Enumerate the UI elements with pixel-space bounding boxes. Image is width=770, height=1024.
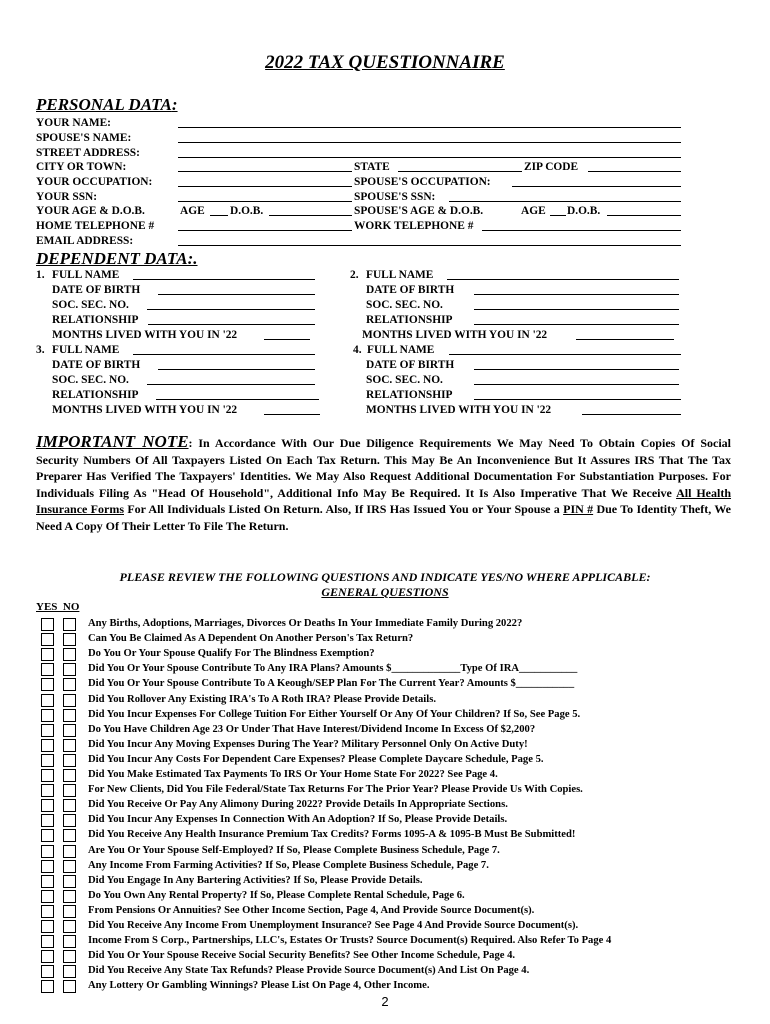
state-field[interactable] <box>398 171 522 172</box>
no-checkbox[interactable] <box>63 965 76 978</box>
no-checkbox[interactable] <box>63 890 76 903</box>
dependent-4-name-label: FULL NAME <box>367 344 435 356</box>
dependent-2-dob-label: DATE OF BIRTH <box>366 284 455 296</box>
yes-checkbox[interactable] <box>41 618 54 631</box>
no-checkbox[interactable] <box>63 799 76 812</box>
dependent-4-dob-label: DATE OF BIRTH <box>366 359 455 371</box>
question-text: Did You Incur Expenses For College Tuition For Either Yourself Or Any Of Your Children? If So, See Page 5. <box>88 708 581 720</box>
question-text: Did You Rollover Any Existing IRA's To A Roth IRA? Please Provide Details. <box>88 693 436 705</box>
spouse-name-label: SPOUSE'S NAME: <box>36 132 132 144</box>
dependent-3-dob-field[interactable] <box>158 369 315 370</box>
question-text: Can You Be Claimed As A Dependent On Another Person's Tax Return? <box>88 633 414 645</box>
yes-checkbox[interactable] <box>41 965 54 978</box>
yes-checkbox[interactable] <box>41 694 54 707</box>
question-text: From Pensions Or Annuities? See Other Income Section, Page 4, And Provide Source Document(s). <box>88 904 535 916</box>
no-checkbox[interactable] <box>63 950 76 963</box>
dependent-3-name-field[interactable] <box>133 354 315 355</box>
dependent-1-name-label: FULL NAME <box>52 269 120 281</box>
yes-checkbox[interactable] <box>41 935 54 948</box>
no-checkbox[interactable] <box>63 648 76 661</box>
work-tel-label: WORK TELEPHONE # <box>354 220 474 232</box>
dependent-3-relationship-label: RELATIONSHIP <box>52 389 139 401</box>
your-name-field[interactable] <box>178 127 681 128</box>
no-checkbox[interactable] <box>63 784 76 797</box>
spouse-age-dob-label: SPOUSE'S AGE & D.O.B. <box>354 205 484 217</box>
age-field[interactable] <box>210 215 228 216</box>
dependent-4-months-label: MONTHS LIVED WITH YOU IN '22 <box>366 404 552 416</box>
no-checkbox[interactable] <box>63 905 76 918</box>
health-insurance-forms-emphasis: All Health Insurance Forms <box>36 485 732 516</box>
dependent-1-relationship-field[interactable] <box>148 324 315 325</box>
dependent-1-number: 1. <box>36 269 45 281</box>
no-checkbox[interactable] <box>63 709 76 722</box>
dependent-1-relationship-label: RELATIONSHIP <box>52 314 139 326</box>
important-note-text-2: For All Individuals Listed On Return. Also, If IRS Has Issued You or Your Spouse a <box>124 502 564 516</box>
question-text: Did You Engage In Any Bartering Activities? If So, Please Provide Details. <box>88 874 423 886</box>
dependent-2-months-field[interactable] <box>576 339 674 340</box>
no-checkbox[interactable] <box>63 845 76 858</box>
question-text: Did You Incur Any Moving Expenses During The Year? Military Personnel Only On Active Duty! <box>88 738 528 750</box>
page-title: 2022 TAX QUESTIONNAIRE <box>265 52 505 73</box>
spouse-age-label: AGE <box>521 205 546 217</box>
email-field[interactable] <box>178 245 681 246</box>
ssn-label: YOUR SSN: <box>36 191 98 203</box>
city-field[interactable] <box>178 171 352 172</box>
state-label: STATE <box>354 161 390 173</box>
dependent-4-number: 4. <box>353 344 362 356</box>
dependent-3-name-label: FULL NAME <box>52 344 120 356</box>
yes-checkbox[interactable] <box>41 920 54 933</box>
spouse-occupation-field[interactable] <box>512 186 681 187</box>
dependent-data-heading: DEPENDENT DATA:. <box>36 249 198 268</box>
question-text: Did You Or Your Spouse Contribute To A Keough/SEP Plan For The Current Year? Amounts $___________ <box>88 678 575 690</box>
dob-field[interactable] <box>269 215 352 216</box>
street-label: STREET ADDRESS: <box>36 147 140 159</box>
dependent-4-months-field[interactable] <box>582 414 681 415</box>
dependent-3-months-field[interactable] <box>264 414 320 415</box>
yes-checkbox[interactable] <box>41 890 54 903</box>
no-checkbox[interactable] <box>63 739 76 752</box>
spouse-dob-label: D.O.B. <box>567 205 601 217</box>
spouse-occupation-label: SPOUSE'S OCCUPATION: <box>354 176 491 188</box>
question-text: Are You Or Your Spouse Self-Employed? If So, Please Complete Business Schedule, Page 7. <box>88 844 500 856</box>
dependent-4-relationship-label: RELATIONSHIP <box>366 389 453 401</box>
email-label: EMAIL ADDRESS: <box>36 235 134 247</box>
no-checkbox[interactable] <box>63 980 76 993</box>
no-checkbox[interactable] <box>63 678 76 691</box>
occupation-field[interactable] <box>178 186 352 187</box>
yes-checkbox[interactable] <box>41 875 54 888</box>
dependent-1-dob-label: DATE OF BIRTH <box>52 284 141 296</box>
question-text: Did You Make Estimated Tax Payments To IRS Or Your Home State For 2022? See Page 4. <box>88 769 498 780</box>
your-name-label: YOUR NAME: <box>36 117 111 129</box>
yes-checkbox[interactable] <box>41 980 54 993</box>
no-checkbox[interactable] <box>63 814 76 827</box>
dependent-2-ssn-label: SOC. SEC. NO. <box>366 299 443 311</box>
no-checkbox[interactable] <box>63 935 76 948</box>
home-tel-label: HOME TELEPHONE # <box>36 220 155 232</box>
question-text: Do You Or Your Spouse Qualify For The Blindness Exemption? <box>88 648 375 660</box>
dependent-2-months-label: MONTHS LIVED WITH YOU IN '22 <box>362 329 548 341</box>
dependent-3-ssn-field[interactable] <box>147 384 315 385</box>
no-checkbox[interactable] <box>63 633 76 646</box>
dependent-2-ssn-field[interactable] <box>474 309 679 310</box>
yes-checkbox[interactable] <box>41 648 54 661</box>
dependent-3-relationship-field[interactable] <box>156 399 319 400</box>
dependent-2-name-label: FULL NAME <box>366 269 434 281</box>
question-text: Did You Receive Any State Tax Refunds? Please Provide Source Document(s) And List On Page 4. <box>88 965 530 977</box>
yes-checkbox[interactable] <box>41 860 54 873</box>
question-text: Did You Or Your Spouse Receive Social Security Benefits? See Other Income Schedule, Page 4. <box>88 950 516 962</box>
spouse-ssn-label: SPOUSE'S SSN: <box>354 191 436 203</box>
question-text: Any Births, Adoptions, Marriages, Divorces Or Deaths In Your Immediate Family During 2022? <box>88 618 523 629</box>
yes-checkbox[interactable] <box>41 845 54 858</box>
yes-checkbox[interactable] <box>41 739 54 752</box>
dependent-2-number: 2. <box>350 269 359 281</box>
zip-field[interactable] <box>588 171 681 172</box>
yes-checkbox[interactable] <box>41 799 54 812</box>
home-tel-field[interactable] <box>178 230 352 231</box>
age-dob-label: YOUR AGE & D.O.B. <box>36 205 145 217</box>
pin-emphasis: PIN # <box>563 502 594 516</box>
page-number: 2 <box>381 994 389 1009</box>
city-label: CITY OR TOWN: <box>36 161 127 173</box>
dependent-4-relationship-field[interactable] <box>474 399 681 400</box>
dependent-3-months-label: MONTHS LIVED WITH YOU IN '22 <box>52 404 238 416</box>
dependent-2-relationship-label: RELATIONSHIP <box>366 314 453 326</box>
question-text: Did You Incur Any Costs For Dependent Care Expenses? Please Complete Daycare Schedule, Page 5. <box>88 753 544 765</box>
question-text: Any Income From Farming Activities? If So, Please Complete Business Schedule, Page 7. <box>88 859 489 871</box>
spouse-name-field[interactable] <box>178 142 681 143</box>
dependent-1-ssn-label: SOC. SEC. NO. <box>52 299 129 311</box>
no-checkbox[interactable] <box>63 618 76 631</box>
dependent-2-dob-field[interactable] <box>474 294 679 295</box>
dependent-1-months-field[interactable] <box>264 339 310 340</box>
yes-checkbox[interactable] <box>41 769 54 782</box>
ssn-field[interactable] <box>178 201 352 202</box>
yes-checkbox[interactable] <box>41 633 54 646</box>
yes-checkbox[interactable] <box>41 724 54 737</box>
important-note-text-1: : In Accordance With Our Due Diligence Requirements We May Need To Obtain Copies Of Social Security Numbers Of All Taxpayers Listed On Each Tax Return. This May Be An Inconvenience But It Assures IRS That The Tax Preparer Has Verified The Taxpayers' Identities. We May Also Request Additional Documentation For Substantiation Purposes. For Individuals Filing As "Head Of Household", Additional Info May Be Required. It Is Also Imperative That We Receive <box>36 436 731 500</box>
question-text: Income From S Corp., Partnerships, LLC's, Estates Or Trusts? Source Document(s) Required. Also Refer To Page 4 <box>88 935 612 947</box>
no-checkbox[interactable] <box>63 920 76 933</box>
yes-checkbox[interactable] <box>41 814 54 827</box>
occupation-label: YOUR OCCUPATION: <box>36 176 153 188</box>
yes-checkbox[interactable] <box>41 709 54 722</box>
no-checkbox[interactable] <box>63 754 76 767</box>
yes-checkbox[interactable] <box>41 678 54 691</box>
important-note-text-3: Due To Identity Theft, We Need A Copy Of Their Letter To File The Return. <box>36 502 732 533</box>
question-text: For New Clients, Did You File Federal/State Tax Returns For The Prior Year? Please Provide Us With Copies. <box>88 784 583 796</box>
dependent-1-dob-field[interactable] <box>158 294 315 295</box>
dependent-1-ssn-field[interactable] <box>147 309 315 310</box>
dependent-3-dob-label: DATE OF BIRTH <box>52 359 141 371</box>
dependent-4-dob-field[interactable] <box>474 369 679 370</box>
important-note-lead: IMPORTANT NOTE <box>36 432 189 451</box>
dependent-2-name-field[interactable] <box>447 279 679 280</box>
no-checkbox[interactable] <box>63 769 76 782</box>
general-questions-heading: GENERAL QUESTIONS <box>321 585 449 599</box>
question-text: Did You Or Your Spouse Contribute To Any IRA Plans? Amounts $_____________Type Of IRA___________ <box>88 663 578 675</box>
yes-no-header: YES NO <box>36 601 80 613</box>
no-checkbox[interactable] <box>63 875 76 888</box>
review-instructions: PLEASE REVIEW THE FOLLOWING QUESTIONS AND INDICATE YES/NO WHERE APPLICABLE: <box>119 570 651 584</box>
dependent-3-number: 3. <box>36 344 45 356</box>
yes-checkbox[interactable] <box>41 784 54 797</box>
dependent-4-ssn-label: SOC. SEC. NO. <box>366 374 443 386</box>
spouse-age-field[interactable] <box>550 215 566 216</box>
yes-checkbox[interactable] <box>41 829 54 842</box>
dependent-2-relationship-field[interactable] <box>474 324 679 325</box>
spouse-ssn-field[interactable] <box>449 201 681 202</box>
yes-checkbox[interactable] <box>41 754 54 767</box>
question-text: Any Lottery Or Gambling Winnings? Please List On Page 4, Other Income. <box>88 980 430 992</box>
dependent-4-name-field[interactable] <box>449 354 681 355</box>
work-tel-field[interactable] <box>482 230 681 231</box>
dependent-3-ssn-label: SOC. SEC. NO. <box>52 374 129 386</box>
yes-checkbox[interactable] <box>41 663 54 676</box>
yes-checkbox[interactable] <box>41 905 54 918</box>
age-label: AGE <box>180 205 205 217</box>
spouse-dob-field[interactable] <box>607 215 681 216</box>
dependent-1-months-label: MONTHS LIVED WITH YOU IN '22 <box>52 329 238 341</box>
question-text: Did You Receive Or Pay Any Alimony During 2022? Provide Details In Appropriate Sections. <box>88 799 508 811</box>
question-text: Did You Incur Any Expenses In Connection With An Adoption? If So, Please Provide Details. <box>88 814 508 826</box>
dependent-4-ssn-field[interactable] <box>474 384 679 385</box>
question-text: Did You Receive Any Income From Unemployment Insurance? See Page 4 And Provide Source Document(s). <box>88 920 579 931</box>
no-checkbox[interactable] <box>63 694 76 707</box>
question-text: Did You Receive Any Health Insurance Premium Tax Credits? Forms 1095-A & 1095-B Must Be Submitted! <box>88 829 576 841</box>
personal-data-heading: PERSONAL DATA: <box>36 95 178 114</box>
zip-label: ZIP CODE <box>524 161 579 173</box>
question-text: Do You Have Children Age 23 Or Under That Have Interest/Dividend Income In Excess Of $2,200? <box>88 723 536 735</box>
no-checkbox[interactable] <box>63 860 76 873</box>
no-checkbox[interactable] <box>63 724 76 737</box>
no-checkbox[interactable] <box>63 829 76 842</box>
yes-checkbox[interactable] <box>41 950 54 963</box>
dependent-1-name-field[interactable] <box>133 279 315 280</box>
question-text: Do You Own Any Rental Property? If So, Please Complete Rental Schedule, Page 6. <box>88 889 465 901</box>
important-note <box>36 434 731 534</box>
dob-label: D.O.B. <box>230 205 264 217</box>
no-checkbox[interactable] <box>63 663 76 676</box>
street-field[interactable] <box>178 157 681 158</box>
